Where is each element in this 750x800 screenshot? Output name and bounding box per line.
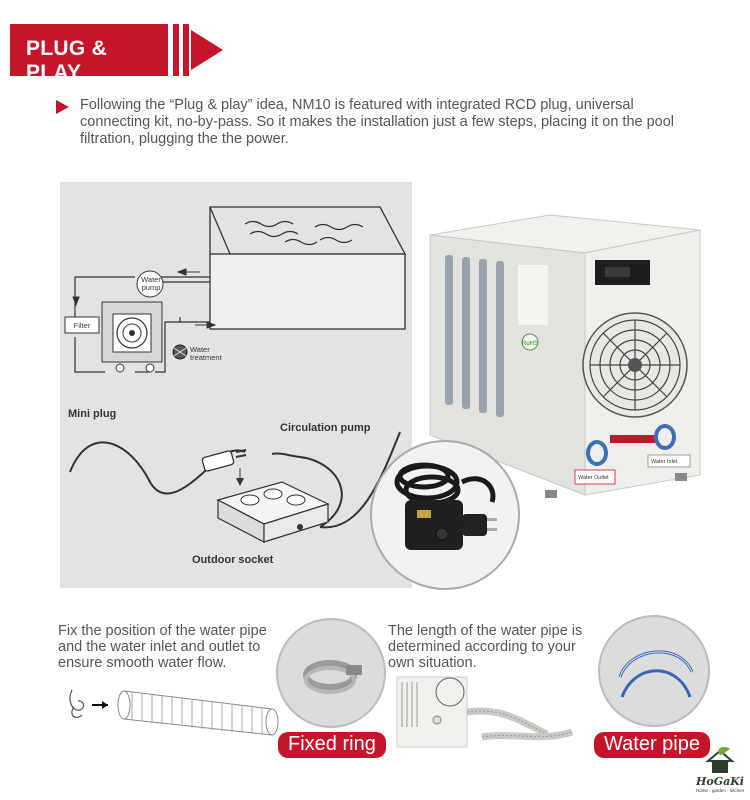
banner-stripe (183, 24, 189, 76)
hose-clamp-image (278, 620, 386, 728)
fixed-ring-caption: Fix the position of the water pipe and the water inlet and outlet to ensure smooth water flow. (58, 623, 267, 671)
outdoor-socket-label: Outdoor socket (192, 554, 274, 566)
water-outlet-tag: Water Outlet (578, 475, 609, 481)
hogaki-logo (692, 745, 748, 797)
circulation-pump-label: Circulation pump (280, 422, 371, 434)
logo-tagline: Home - garden - kitchen (695, 788, 745, 793)
diagram-drawing (60, 182, 412, 588)
fixed-ring-photo (276, 618, 386, 728)
house-leaf-icon (704, 745, 736, 775)
water-pump-label: Water pump (141, 275, 161, 292)
installation-diagram (60, 182, 412, 588)
rcd-plug-image (372, 442, 520, 590)
water-pipe-badge: Water pipe (594, 732, 710, 758)
pipe-connection-illustration (62, 675, 287, 745)
banner-arrow-icon (191, 30, 223, 70)
section-banner (10, 24, 215, 84)
mini-plug-label: Mini plug (68, 408, 117, 420)
fixed-ring-badge: Fixed ring (278, 732, 386, 758)
water-pipe-image (600, 617, 710, 727)
rcd-plug-photo (370, 440, 520, 590)
bullet-arrow-icon (56, 100, 69, 114)
rohs-mark: RoHS (522, 341, 539, 347)
water-pipe-photo (598, 615, 710, 727)
banner-tag (10, 24, 168, 84)
water-pipe-caption: The length of the water pipe is determined according to your own situation. (388, 623, 583, 671)
banner-title: PLUG & PLAY (26, 37, 108, 84)
pipe-length-illustration (392, 672, 592, 752)
water-treatment-label: Water treatment (190, 345, 222, 362)
logo-brand-text: HoGaKi (696, 775, 744, 788)
filter-label: Filter (73, 321, 91, 330)
intro-paragraph: Following the “Plug & play” idea, NM10 is featured with integrated RCD plug, universal connecting kit, no-by-pass. So it makes the installation just a few steps, placing it on the pool filtration, plugging the the power. (80, 97, 675, 147)
water-inlet-tag: Water Inlet (651, 459, 678, 465)
banner-stripe (173, 24, 179, 76)
